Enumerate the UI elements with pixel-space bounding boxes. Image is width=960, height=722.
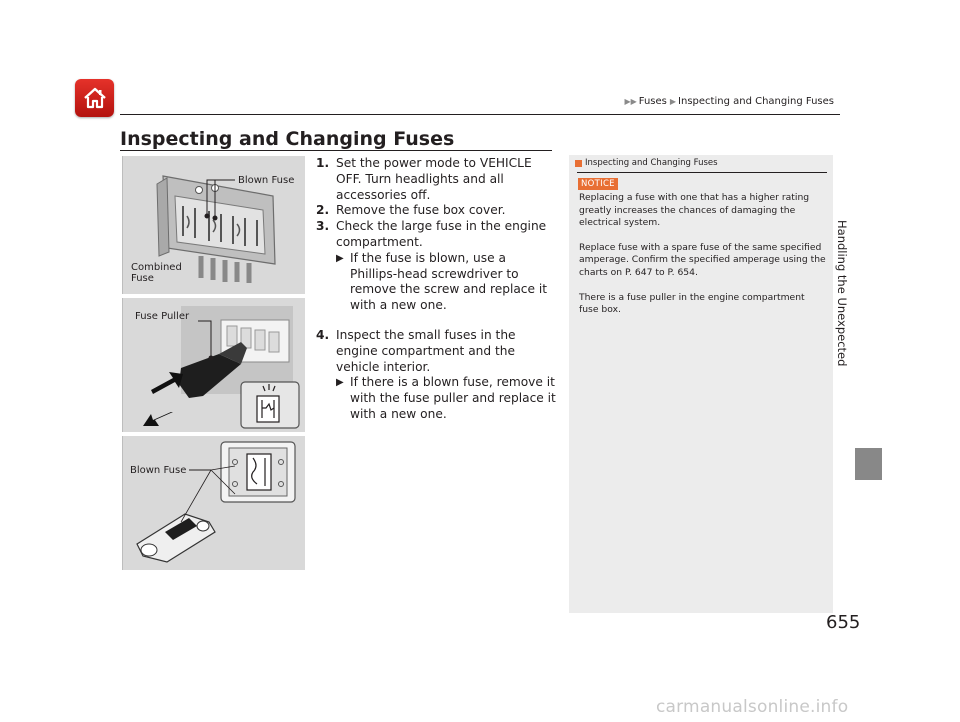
breadcrumb-arrow-icon: ▶▶ <box>624 97 637 106</box>
home-icon <box>82 86 108 110</box>
figure-combined-fuse <box>122 156 305 294</box>
sidebar-paragraph: Replacing a fuse with one that has a higher rating greatly increases the chances of damaging the electrical system. <box>579 192 810 229</box>
home-button[interactable] <box>75 79 114 117</box>
breadcrumb-arrow-icon: ▶ <box>669 97 677 106</box>
step-number: 2. <box>316 203 330 218</box>
substep-arrow-icon: ▶ <box>336 377 344 389</box>
callout-combined-fuse: Combined Fuse <box>131 262 182 284</box>
page-title: Inspecting and Changing Fuses <box>120 128 455 150</box>
step-text: Inspect the small fuses in the engine compartment and the vehicle interior. <box>336 327 516 374</box>
figure-fuse-puller <box>122 298 305 432</box>
step-number: 1. <box>316 156 330 170</box>
step-3-substep <box>316 251 556 314</box>
page-number: 655 <box>826 612 861 633</box>
sidebar-divider <box>577 172 827 173</box>
reference-icon <box>575 160 582 167</box>
step-3 <box>316 219 556 314</box>
step-text: Remove the fuse box cover. <box>336 203 506 218</box>
notice-badge: NOTICE <box>578 178 618 190</box>
breadcrumb <box>621 96 834 107</box>
callout-blown-fuse: Blown Fuse <box>238 175 295 186</box>
breadcrumb-item: Inspecting and Changing Fuses <box>678 96 834 107</box>
callout-fuse-puller: Fuse Puller <box>135 311 190 322</box>
step-text: Set the power mode to VEHICLE OFF. Turn headlights and all accessories off. <box>336 156 532 202</box>
section-tab-label: Handling the Unexpected <box>835 220 849 367</box>
sidebar-paragraph: Replace fuse with a spare fuse of the same specified amperage. Confirm the specified amperage using the charts on P. 647 to P. 654. <box>579 241 826 278</box>
step-number: 4. <box>316 327 330 342</box>
step-4 <box>316 328 556 423</box>
section-tab-marker[interactable] <box>855 448 882 480</box>
step-4-substep <box>316 375 556 422</box>
breadcrumb-item[interactable]: Fuses <box>638 96 667 107</box>
sidebar-heading <box>575 158 718 168</box>
substep-text: If the fuse is blown, use a Phillips-head screwdriver to remove the screw and replace it with a new one. <box>350 250 548 313</box>
step-number: 3. <box>316 219 330 234</box>
sidebar-heading-text: Inspecting and Changing Fuses <box>585 158 718 168</box>
procedure-steps <box>316 156 556 423</box>
step-2 <box>316 203 556 219</box>
step-1 <box>316 156 556 203</box>
header-divider <box>120 114 840 115</box>
sidebar-body <box>579 192 827 329</box>
step-text: Check the large fuse in the engine compartment. <box>336 219 547 249</box>
sidebar-note <box>569 155 833 613</box>
substep-text: If there is a blown fuse, remove it with the fuse puller and replace it with a new one. <box>350 375 556 421</box>
substep-arrow-icon: ▶ <box>336 252 344 264</box>
callout-blown-fuse-detail: Blown Fuse <box>130 465 187 476</box>
watermark: carmanualsonline.info <box>656 697 849 717</box>
sidebar-paragraph: There is a fuse puller in the engine compartment fuse box. <box>579 291 805 316</box>
title-divider <box>120 150 552 151</box>
figure-blown-fuse-detail <box>122 436 305 570</box>
